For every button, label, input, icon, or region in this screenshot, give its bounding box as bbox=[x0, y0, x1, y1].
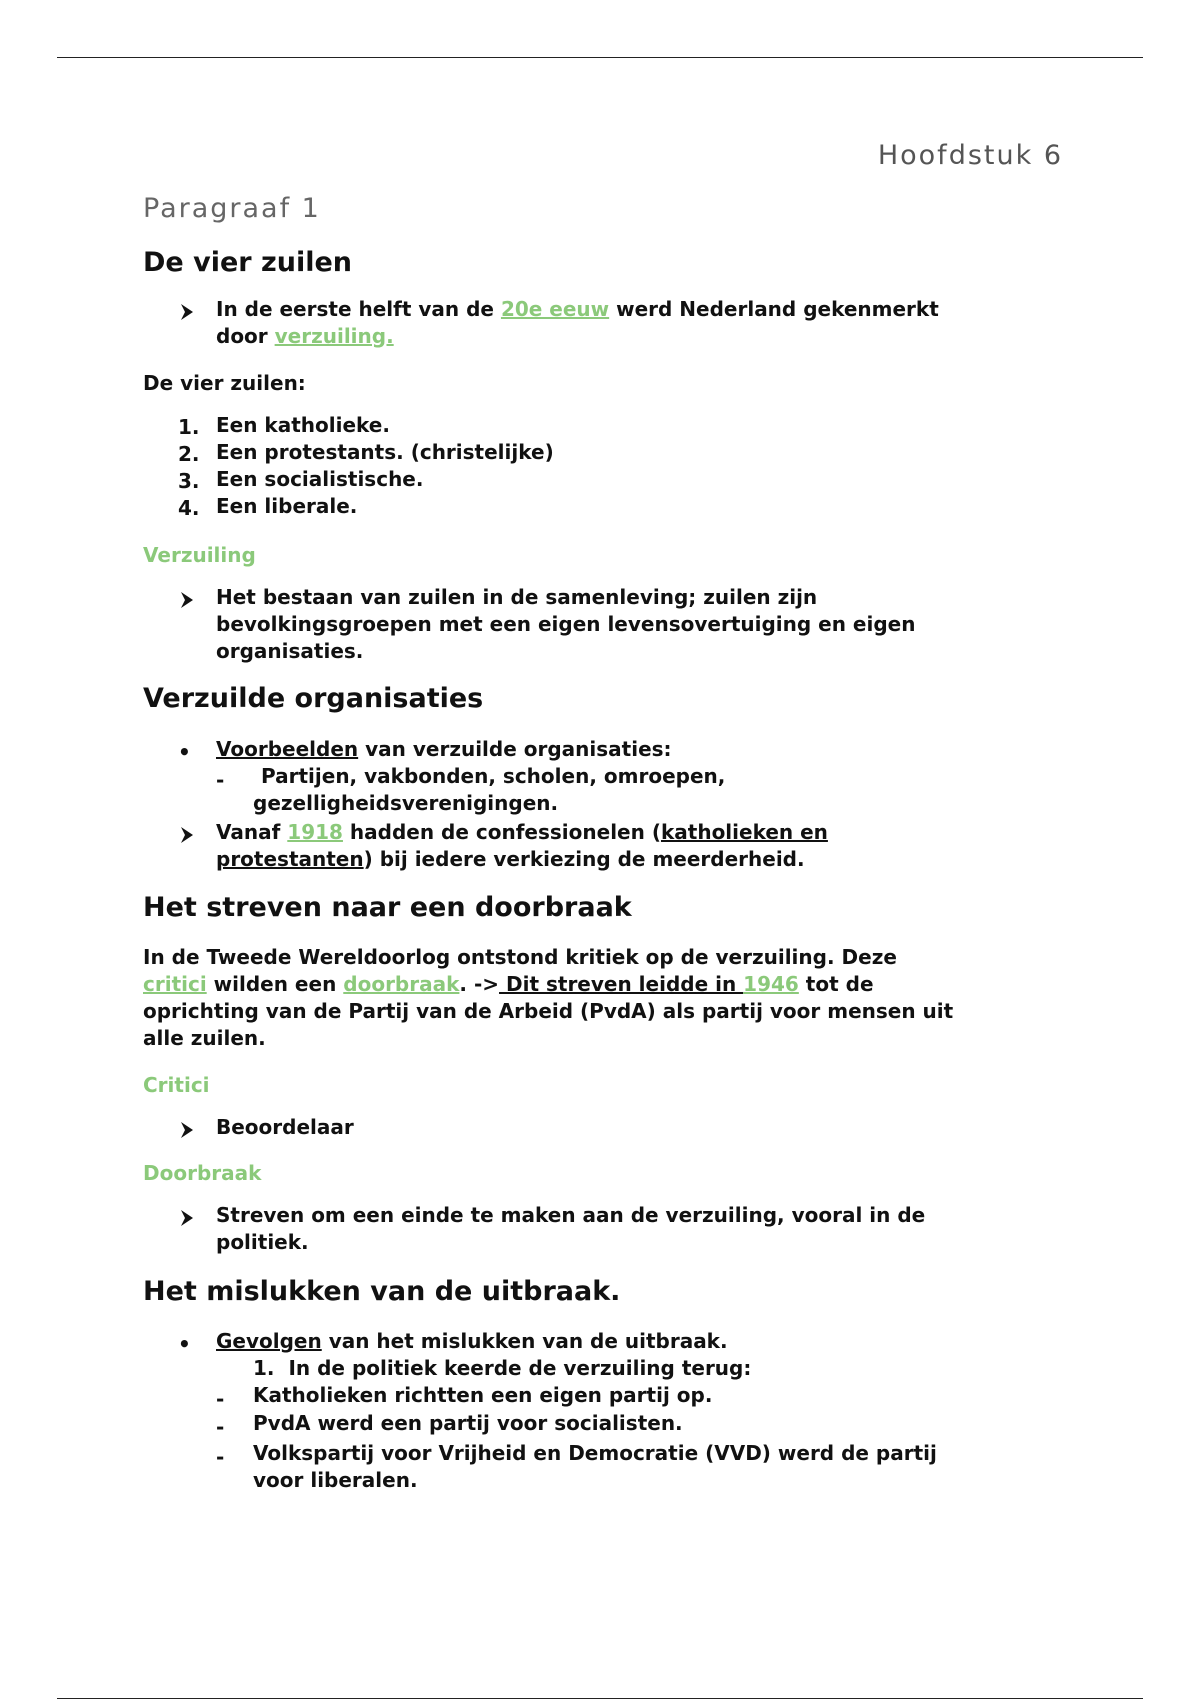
dash-bullet: - bbox=[216, 1415, 225, 1439]
dash-text: Partijen, vakbonden, scholen, omroepen, gezelligheidsverenigingen. bbox=[253, 764, 726, 815]
term-heading-doorbraak: Doorbraak bbox=[143, 1161, 262, 1185]
top-rule bbox=[57, 57, 1143, 58]
term-heading-critici: Critici bbox=[143, 1073, 210, 1097]
dot-bullet-icon: • bbox=[178, 1332, 191, 1356]
definition-text: Beoordelaar bbox=[216, 1115, 354, 1139]
dash-text: Volkspartij voor Vrijheid en Democratie (VVD) werd de partij voor liberalen. bbox=[253, 1441, 937, 1492]
term-heading-verzuiling: Verzuiling bbox=[143, 543, 256, 567]
arrow-bullet-icon bbox=[179, 1208, 195, 1228]
term-link-1918: 1918 bbox=[287, 820, 343, 844]
list-item: Een liberale. bbox=[216, 494, 358, 518]
list-number: 3. bbox=[178, 469, 200, 493]
term-link-verzuiling: verzuiling. bbox=[274, 324, 394, 348]
bullet-text: Gevolgen van het mislukken van de uitbraak. bbox=[216, 1329, 728, 1353]
dash-text: PvdA werd een partij voor socialisten. bbox=[253, 1411, 683, 1435]
bullet-text: Vanaf 1918 hadden de confessionelen (katholieken en protestanten) bij iedere verkiezing de meerderheid. bbox=[216, 820, 828, 871]
arrow-bullet-icon bbox=[179, 1120, 195, 1140]
chapter-title: Hoofdstuk 6 bbox=[877, 140, 1063, 171]
dot-bullet-icon: • bbox=[178, 740, 191, 764]
dash-bullet: - bbox=[216, 1445, 225, 1469]
list-number: 1. bbox=[178, 415, 200, 439]
list-item: Een protestants. (christelijke) bbox=[216, 440, 554, 464]
bottom-rule bbox=[57, 1698, 1143, 1699]
term-link-doorbraak: doorbraak bbox=[343, 972, 460, 996]
term-link-critici: critici bbox=[143, 972, 207, 996]
dash-bullet: - bbox=[216, 768, 225, 792]
arrow-bullet-icon bbox=[179, 825, 195, 845]
section-title-verzuilde-organisaties: Verzuilde organisaties bbox=[143, 683, 484, 714]
arrow-bullet-icon bbox=[179, 302, 195, 322]
numbered-subitem: 1. In de politiek keerde de verzuiling terug: bbox=[253, 1356, 752, 1380]
dash-bullet: - bbox=[216, 1387, 225, 1411]
definition-text: Het bestaan van zuilen in de samenleving; zuilen zijn bevolkingsgroepen met een eigen levensovertuiging en eigen organisaties. bbox=[216, 585, 916, 663]
section-title-uitbraak: Het mislukken van de uitbraak. bbox=[143, 1276, 621, 1307]
definition-text: Streven om een einde te maken aan de verzuiling, vooral in de politiek. bbox=[216, 1203, 926, 1254]
dash-text: Katholieken richtten een eigen partij op. bbox=[253, 1383, 713, 1407]
bullet-text: In de eerste helft van de 20e eeuw werd Nederland gekenmerkt door verzuiling. bbox=[216, 297, 939, 348]
section-title-doorbraak: Het streven naar een doorbraak bbox=[143, 892, 632, 923]
paragraph-text: In de Tweede Wereldoorlog ontstond kritiek op de verzuiling. Deze critici wilden een doorbraak. -> Dit streven leidde in 1946 tot de oprichting van de Partij van de Arbeid (PvdA) als partij voor mensen uit alle zuilen. bbox=[143, 945, 954, 1050]
list-item: Een katholieke. bbox=[216, 413, 390, 437]
term-link-1946: 1946 bbox=[743, 972, 799, 996]
bullet-text: Voorbeelden van verzuilde organisaties: bbox=[216, 737, 672, 761]
list-item: Een socialistische. bbox=[216, 467, 424, 491]
list-number: 4. bbox=[178, 496, 200, 520]
paragraph-title: Paragraaf 1 bbox=[143, 193, 321, 224]
list-number: 2. bbox=[178, 442, 200, 466]
list-title: De vier zuilen: bbox=[143, 371, 306, 395]
arrow-bullet-icon bbox=[179, 590, 195, 610]
section-title-vier-zuilen: De vier zuilen bbox=[143, 247, 352, 278]
term-link-20e-eeuw: 20e eeuw bbox=[500, 297, 610, 321]
